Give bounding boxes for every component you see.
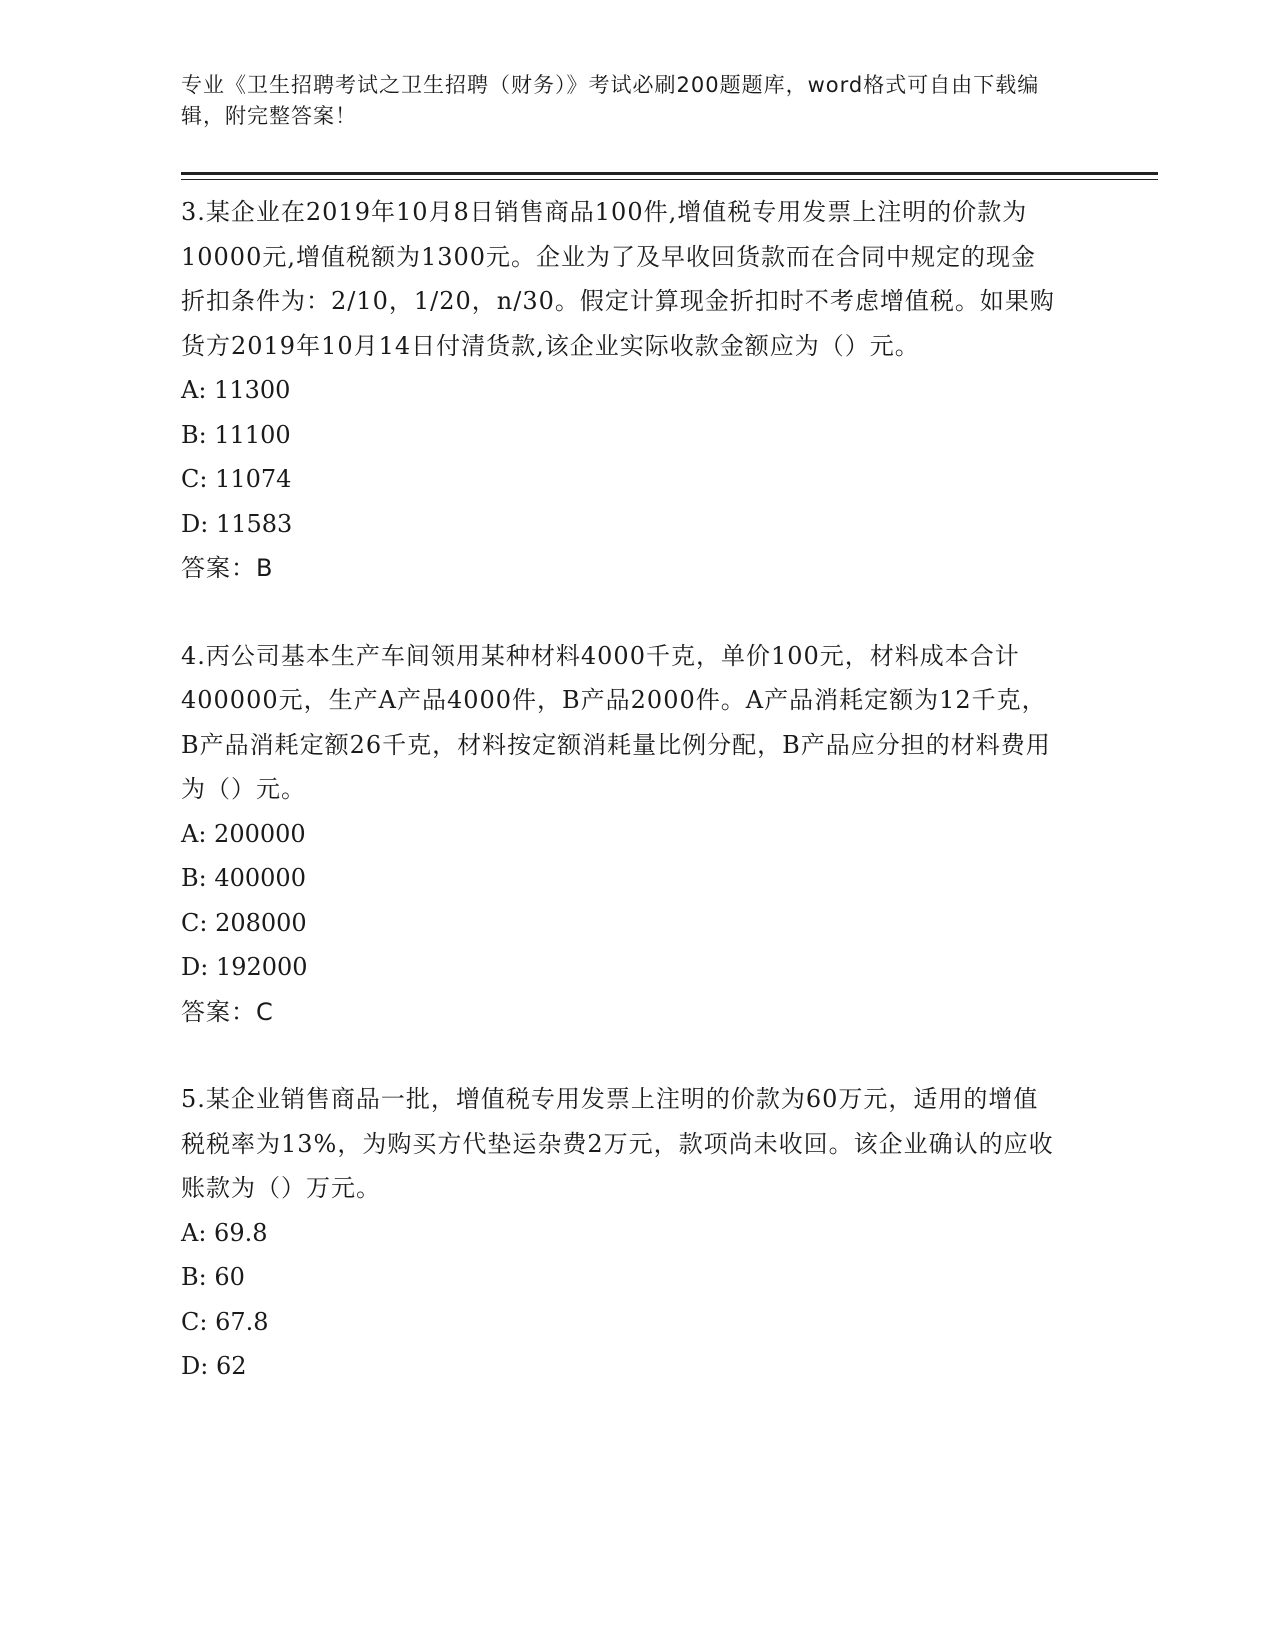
question-text: 3.某企业在2019年10月8日销售商品100件,增值税专用发票上注明的价款为10000元,增值税额为1300元。企业为了及早收回货款而在合同中规定的现金折扣条件为：2/10，1/20，n/30。假定计算现金折扣时不考虑增值税。如果购货方2019年10月14日付清货款,该企业实际收款金额应为（）元。 bbox=[181, 198, 1055, 360]
question-5 bbox=[181, 1077, 1061, 1389]
header-rule-thin bbox=[181, 179, 1158, 180]
option-b: B: 60 bbox=[181, 1263, 245, 1291]
option-d: D: 11583 bbox=[181, 509, 293, 538]
question-gap bbox=[181, 591, 1061, 634]
option-c: C: 67.8 bbox=[181, 1307, 269, 1336]
question-list bbox=[181, 190, 1061, 1389]
question-text: 5.某企业销售商品一批，增值税专用发票上注明的价款为60万元，适用的增值税税率为13%，为购买方代垫运杂费2万元，款项尚未收回。该企业确认的应收账款为（）万元。 bbox=[181, 1085, 1054, 1202]
answer: 答案：C bbox=[181, 997, 274, 1026]
option-c: C: 11074 bbox=[181, 465, 292, 493]
option-a: A: 200000 bbox=[181, 819, 306, 848]
option-a: A: 11300 bbox=[181, 376, 291, 404]
answer: 答案：B bbox=[181, 554, 274, 582]
question-4 bbox=[181, 634, 1061, 1035]
option-c: C: 208000 bbox=[181, 908, 307, 937]
option-d: D: 62 bbox=[181, 1352, 247, 1380]
option-a: A: 69.8 bbox=[181, 1218, 268, 1247]
document-header: 专业《卫生招聘考试之卫生招聘（财务）》考试必刷200题题库，word格式可自由下载编辑，附完整答案！ bbox=[181, 73, 1040, 128]
question-3 bbox=[181, 190, 1061, 591]
option-d: D: 192000 bbox=[181, 953, 308, 981]
question-gap bbox=[181, 1034, 1061, 1077]
header-rule-thick bbox=[181, 172, 1158, 175]
question-text: 4.丙公司基本生产车间领用某种材料4000千克，单价100元，材料成本合计400000元，生产A产品4000件，B产品2000件。A产品消耗定额为12千克，B产品消耗定额26千克，材料按定额消耗量比例分配，B产品应分担的材料费用为（）元。 bbox=[181, 641, 1051, 803]
option-b: B: 11100 bbox=[181, 420, 291, 449]
option-b: B: 400000 bbox=[181, 864, 306, 892]
